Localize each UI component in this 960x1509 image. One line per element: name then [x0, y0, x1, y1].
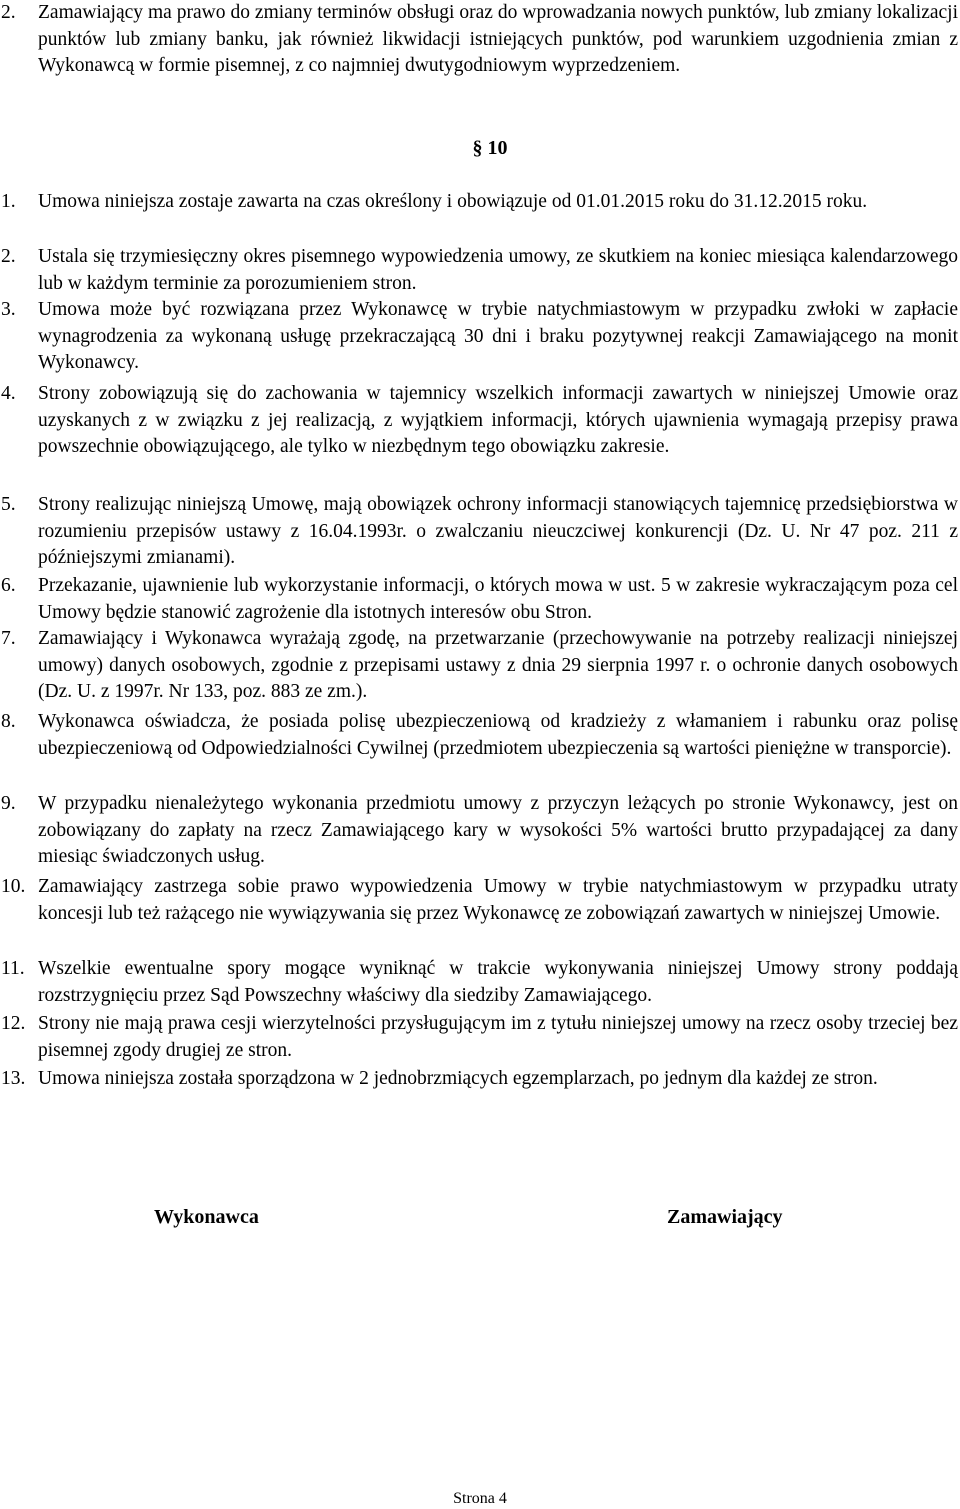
clause-number: 10.	[1, 876, 26, 897]
clause-number: 1.	[1, 191, 16, 212]
clause-text: Strony realizując niniejszą Umowę, mają obowiązek ochrony informacji stanowiących tajemnicę przedsiębiorstwa w rozumieniu przepisów ustawy z 16.04.1993r. o zwalczaniu nieuczciwej konkurencji (Dz. U. Nr 47 poz. 211 z późniejszymi zmianami).	[38, 494, 958, 569]
clause-text: Zamawiający i Wykonawca wyrażają zgodę, na przetwarzanie (przechowywanie na potrzeby realizacji niniejszej umowy) danych osobowych, zgodnie z przepisami ustawy z dnia 29 sierpnia 1997 r. o ochronie danych osobowych (Dz. U. z 1997r. Nr 133, poz. 883 ze zm.).	[38, 628, 958, 703]
clause-item	[0, 189, 958, 216]
clause-number: 4.	[1, 383, 16, 404]
clause-number: 2.	[1, 246, 16, 267]
clause-item	[0, 297, 958, 377]
clause-item	[0, 492, 958, 572]
clause-text: Umowa może być rozwiązana przez Wykonawcę w trybie natychmiastowym w przypadku zwłoki w zapłacie wynagrodzenia za wykonaną usługę przekraczającą 30 dni i braku pozytywnej reakcji Zamawiającego na monit Wykonawcy.	[38, 299, 958, 374]
clause-number: 11.	[1, 958, 25, 979]
clause-text: Zamawiający ma prawo do zmiany terminów obsługi oraz do wprowadzania nowych punktów, lub zmiany lokalizacji punktów lub zmiany banku, jak również likwidacji istniejących punktów, pod warunkiem uzgodnienia zmian z Wykonawcą w formie pisemnej, z co najmniej dwutygodniowym wyprzedzeniem.	[38, 2, 958, 77]
clause-number: 3.	[1, 299, 16, 320]
clause-item	[0, 381, 958, 461]
preceding-clause	[0, 0, 958, 80]
clause-number: 13.	[1, 1068, 26, 1089]
clause-text: Wszelkie ewentualne spory mogące wyniknąć w trakcie wykonywania niniejszej Umowy strony poddają rozstrzygnięciu przez Sąd Powszechny właściwy dla siedziby Zamawiającego.	[38, 958, 958, 1006]
page-footer: Strona 4	[453, 1490, 507, 1507]
clause-item	[0, 791, 958, 871]
clause-item	[0, 244, 958, 297]
clause-item	[0, 573, 958, 626]
clause-number: 12.	[1, 1013, 26, 1034]
clause-text: Zamawiający zastrzega sobie prawo wypowiedzenia Umowy w trybie natychmiastowym w przypadku utraty koncesji lub też rażącego nie wywiązywania się przez Wykonawcę ze zobowiązań zawartych w niniejszej Umowie.	[38, 876, 958, 924]
clause-number: 6.	[1, 575, 16, 596]
clause-item	[0, 956, 958, 1009]
clause-text: Umowa niniejsza została sporządzona w 2 jednobrzmiących egzemplarzach, po jednym dla każdej ze stron.	[38, 1068, 878, 1089]
clause-item	[0, 1011, 958, 1064]
section-heading	[0, 135, 960, 161]
clause-text: W przypadku nienależytego wykonania przedmiotu umowy z przyczyn leżących po stronie Wykonawcy, jest on zobowiązany do zapłaty na rzecz Zamawiającego kary w wysokości 5% wartości brutto przypadającej za dany miesiąc świadczonych usług.	[38, 793, 958, 868]
clause-text: Ustala się trzymiesięczny okres pisemnego wypowiedzenia umowy, ze skutkiem na koniec miesiąca kalendarzowego lub w każdym terminie za porozumieniem stron.	[38, 246, 958, 294]
section-symbol: §	[472, 137, 483, 159]
clause-text: Przekazanie, ujawnienie lub wykorzystanie informacji, o których mowa w ust. 5 w zakresie wykraczającym poza cel Umowy będzie stanowić zagrożenie dla istotnych interesów obu Stron.	[38, 575, 958, 623]
clause-text: Umowa niniejsza zostaje zawarta na czas określony i obowiązuje od 01.01.2015 roku do 31.12.2015 roku.	[38, 191, 868, 212]
signature-ordering-party: Zamawiający	[667, 1206, 783, 1228]
clause-item	[0, 874, 958, 927]
section-number: 10	[487, 137, 508, 159]
clause-item	[0, 709, 958, 762]
signature-contractor: Wykonawca	[154, 1206, 259, 1228]
clause-item	[0, 1066, 958, 1093]
clause-text: Strony nie mają prawa cesji wierzytelności przysługującym im z tytułu niniejszej umowy na rzecz osoby trzeciej bez pisemnej zgody drugiej ze stron.	[38, 1013, 958, 1061]
clause-number: 9.	[1, 793, 16, 814]
clause-text: Strony zobowiązują się do zachowania w tajemnicy wszelkich informacji zawartych w niniejszej Umowie oraz uzyskanych z w związku z jej realizacją, z wyjątkiem informacji, których ujawnienia wymagają przepisy prawa powszechnie obowiązującego, ale tylko w niezbędnym tego obowiązku zakresie.	[38, 383, 958, 458]
clause-number: 5.	[1, 494, 16, 515]
clause-item	[0, 626, 958, 706]
clause-number: 7.	[1, 628, 16, 649]
clause-number: 2.	[1, 2, 16, 23]
clause-number: 8.	[1, 711, 16, 732]
clause-text: Wykonawca oświadcza, że posiada polisę ubezpieczeniową od kradzieży z włamaniem i rabunku oraz polisę ubezpieczeniową od Odpowiedzialności Cywilnej (przedmiotem ubezpieczenia są wartości pieniężne w transporcie).	[38, 711, 958, 759]
